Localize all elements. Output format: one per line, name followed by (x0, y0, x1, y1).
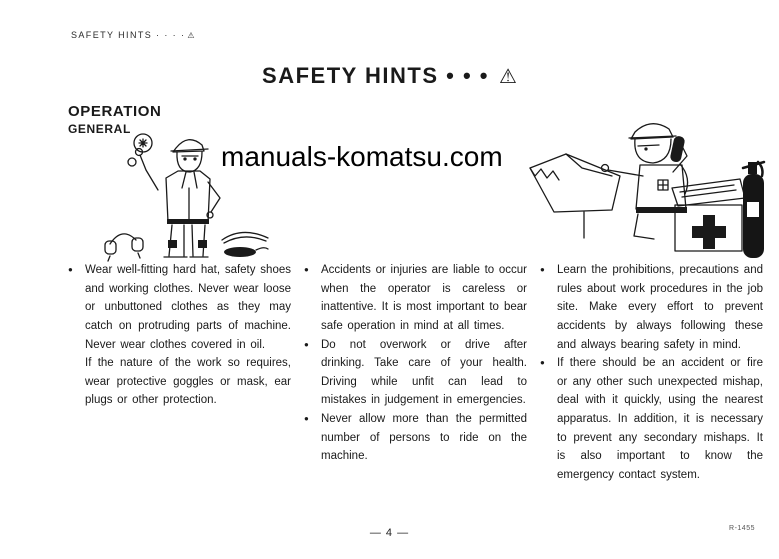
bullet-icon: ● (304, 339, 309, 349)
text-column-1 (68, 261, 291, 485)
bullet-text-continuation: If the nature of the work so requires, wear protective goggles or mask, ear plugs or other protection. (85, 357, 291, 407)
bullet-text: Learn the prohibitions, precautions and rules about work procedures in the job site. Make every effort to prevent accidents by always following these and always bearing safety in mind. (557, 264, 763, 351)
bullet-text: Do not overwork or drive after drinking. Take care of your health. Driving while unfit can lead to mistakes in judgement in emergencies. (321, 338, 527, 407)
bullet-item (540, 261, 763, 354)
page-number: — 4 — (369, 527, 410, 539)
worker-in-safety-gear-waving-icon (100, 128, 280, 264)
sparkle-icon (128, 134, 152, 166)
ear-muffs-icon (105, 234, 143, 261)
bullet-text: Accidents or injuries are liable to occur when the operator is careless or inattentive. It is most important to bear safe operation in mind at all times. (321, 264, 527, 332)
text-column-3 (540, 261, 763, 485)
bullet-text: Wear well-fitting hard hat, safety shoes and working clothes. Never wear loose or unbuttoned clothes as they may catch on protruding parts of machine. Never wear clothes covered in oil. (85, 264, 291, 351)
subsection-heading: GENERAL (68, 122, 131, 136)
watermark: manuals-komatsu.com (221, 141, 503, 172)
bullet-icon: ● (304, 265, 309, 274)
text-column-2 (304, 261, 527, 485)
fire-extinguisher-icon (743, 162, 764, 258)
bullet-item (304, 261, 527, 336)
bullet-item (304, 410, 527, 466)
warning-triangle-icon: ⚠ (499, 66, 517, 88)
warning-triangle-icon: ⚠ (187, 31, 196, 40)
first-aid-kit-icon (672, 179, 745, 251)
doc-code: R-1455 (729, 525, 755, 532)
bullet-icon: ● (540, 358, 545, 368)
bullet-text: Never allow more than the permitted number of persons to ride on the machine. (321, 413, 527, 463)
bullet-item (68, 261, 291, 354)
bullet-icon: ● (304, 414, 309, 423)
goggles-and-cap-icon (222, 232, 268, 257)
body-text-columns (68, 261, 763, 485)
bullet-item (540, 354, 763, 484)
running-header-text: SAFETY HINTS · · · · (71, 30, 186, 40)
page-title (0, 63, 779, 89)
machine-bucket-icon (530, 154, 620, 238)
worker-figure (136, 140, 221, 257)
bullet-item (304, 336, 527, 411)
page-title-text: SAFETY HINTS • • • (262, 63, 489, 88)
worker-calling-emergency-phone-icon (522, 116, 766, 268)
bullet-icon: ● (540, 265, 545, 274)
bullet-text: If there should be an accident or fire or any other such unexpected mishap, deal with it quickly, using the nearest apparatus. In addition, it is necessary to prevent any secondary mishaps. It is also important to know the emergency contact system. (557, 357, 763, 481)
running-header (71, 30, 196, 40)
bullet-icon: ● (68, 265, 73, 274)
section-heading: OPERATION (68, 103, 162, 120)
